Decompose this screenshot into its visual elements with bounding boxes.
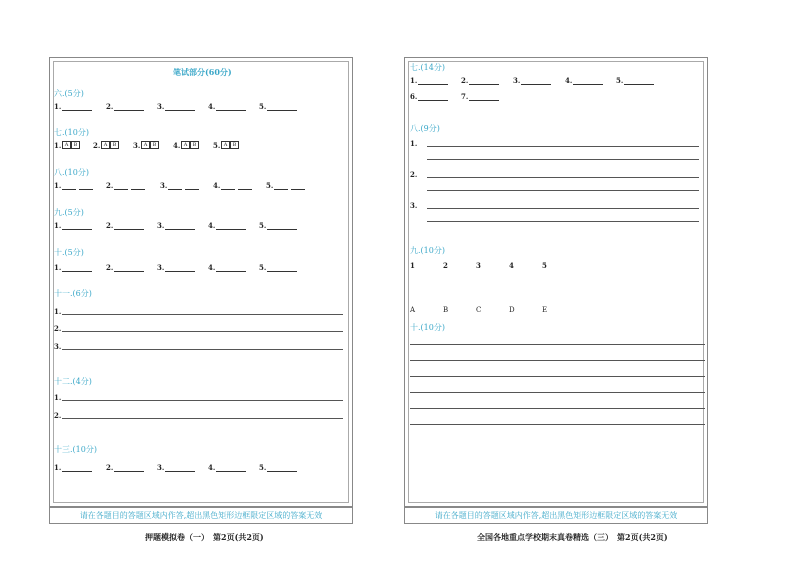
- option-b-box[interactable]: B: [110, 141, 119, 149]
- answer-line[interactable]: [427, 159, 699, 160]
- blank-label: 3.: [157, 102, 165, 111]
- left-answer-sheet: [49, 57, 353, 507]
- answer-blank[interactable]: [267, 110, 297, 111]
- option-a-box[interactable]: A: [141, 141, 150, 149]
- answer-blank[interactable]: [291, 189, 305, 190]
- answer-line[interactable]: [62, 314, 343, 315]
- blank-label: 3.: [160, 181, 168, 190]
- blank-label: 2.: [461, 76, 469, 85]
- answer-blank[interactable]: [469, 100, 499, 101]
- line-label: 2.: [54, 324, 62, 333]
- right-notice-box: [404, 507, 708, 524]
- line-label: 2.: [410, 170, 418, 179]
- blank-label: 4.: [208, 463, 216, 472]
- blank-label: 1.: [54, 221, 62, 230]
- answer-blank[interactable]: [185, 189, 199, 190]
- answer-blank[interactable]: [114, 229, 144, 230]
- blank-label: 1.: [54, 102, 62, 111]
- blank-label: 2.: [106, 221, 114, 230]
- answer-blank[interactable]: [418, 100, 448, 101]
- blank-label: 1.: [54, 463, 62, 472]
- answer-blank[interactable]: [62, 229, 92, 230]
- answer-blank[interactable]: [62, 271, 92, 272]
- answer-blank[interactable]: [221, 189, 235, 190]
- right-section-8-title: 八.(9分): [410, 124, 440, 133]
- blank-label: 2.: [106, 181, 114, 190]
- choice-label: 4.: [173, 141, 181, 150]
- blank-label: 1.: [410, 76, 418, 85]
- answer-line[interactable]: [427, 177, 699, 178]
- right-section-10-title: 十.(10分): [410, 323, 445, 332]
- item-number: 3: [476, 261, 481, 270]
- choice-label: 5.: [213, 141, 221, 150]
- blank-label: 5.: [616, 76, 624, 85]
- left-section-11-title: 十一.(6分): [54, 289, 92, 298]
- choice-label: 3.: [133, 141, 141, 150]
- left-page-caption: 押题模拟卷（一） 第2页(共2页): [145, 532, 264, 542]
- blank-label: 3.: [157, 463, 165, 472]
- item-letter: E: [542, 306, 548, 314]
- answer-blank[interactable]: [469, 84, 499, 85]
- blank-label: 4.: [208, 221, 216, 230]
- answer-line[interactable]: [62, 418, 343, 419]
- item-number: 5: [542, 261, 547, 270]
- writing-line[interactable]: [410, 376, 705, 377]
- option-b-box[interactable]: B: [71, 141, 80, 149]
- option-b-box[interactable]: B: [190, 141, 199, 149]
- answer-line[interactable]: [427, 146, 699, 147]
- writing-line[interactable]: [410, 392, 705, 393]
- answer-blank[interactable]: [418, 84, 448, 85]
- answer-blank[interactable]: [114, 471, 144, 472]
- blank-label: 5.: [266, 181, 274, 190]
- left-section-13-title: 十三.(10分): [54, 445, 97, 454]
- answer-blank[interactable]: [165, 110, 195, 111]
- item-letter: C: [476, 306, 482, 314]
- answer-blank[interactable]: [79, 189, 93, 190]
- blank-label: 3.: [157, 263, 165, 272]
- answer-blank[interactable]: [573, 84, 603, 85]
- writing-line[interactable]: [410, 408, 705, 409]
- option-a-box[interactable]: A: [181, 141, 190, 149]
- left-notice-text: 请在各题目的答题区域内作答,超出黑色矩形边框限定区域的答案无效: [79, 511, 323, 520]
- item-number: 1: [410, 261, 415, 270]
- answer-blank[interactable]: [165, 271, 195, 272]
- blank-label: 7.: [461, 92, 469, 101]
- answer-blank[interactable]: [267, 229, 297, 230]
- right-notice-text: 请在各题目的答题区域内作答,超出黑色矩形边框限定区域的答案无效: [434, 511, 678, 520]
- right-section-9-title: 九.(10分): [410, 246, 445, 255]
- line-label: 1.: [54, 393, 62, 402]
- line-label: 3.: [54, 342, 62, 351]
- item-letter: A: [410, 306, 416, 314]
- item-letter: B: [443, 306, 449, 314]
- answer-blank[interactable]: [216, 229, 246, 230]
- answer-blank[interactable]: [131, 189, 145, 190]
- blank-label: 4.: [208, 263, 216, 272]
- line-label: 2.: [54, 411, 62, 420]
- blank-label: 4.: [213, 181, 221, 190]
- writing-line[interactable]: [410, 360, 705, 361]
- blank-label: 1.: [54, 263, 62, 272]
- answer-blank[interactable]: [62, 110, 92, 111]
- blank-label: 1.: [54, 181, 62, 190]
- line-label: 1.: [410, 139, 418, 148]
- blank-label: 2.: [106, 102, 114, 111]
- left-header-title: 笔试部分(60分): [173, 67, 232, 77]
- option-a-box[interactable]: A: [221, 141, 230, 149]
- line-label: 1.: [54, 307, 62, 316]
- blank-label: 3.: [157, 221, 165, 230]
- option-b-box[interactable]: B: [230, 141, 239, 149]
- left-section-7-title: 七.(10分): [54, 128, 89, 137]
- writing-line[interactable]: [410, 344, 705, 345]
- answer-blank[interactable]: [624, 84, 654, 85]
- writing-line[interactable]: [410, 424, 705, 425]
- answer-blank[interactable]: [216, 271, 246, 272]
- item-number: 4: [509, 261, 514, 270]
- blank-label: 6.: [410, 92, 418, 101]
- right-page-caption: 全国各地重点学校期末真卷精选（三） 第2页(共2页): [477, 532, 668, 542]
- blank-label: 2.: [106, 263, 114, 272]
- answer-line[interactable]: [427, 190, 699, 191]
- answer-blank[interactable]: [216, 110, 246, 111]
- answer-blank[interactable]: [62, 471, 92, 472]
- answer-blank[interactable]: [216, 471, 246, 472]
- answer-blank[interactable]: [114, 110, 144, 111]
- blank-label: 5.: [259, 221, 267, 230]
- right-section-7-title: 七.(14分): [410, 63, 445, 72]
- blank-label: 5.: [259, 102, 267, 111]
- answer-line[interactable]: [62, 400, 343, 401]
- left-section-12-title: 十二.(4分): [54, 377, 92, 386]
- answer-blank[interactable]: [274, 189, 288, 190]
- answer-blank[interactable]: [238, 189, 252, 190]
- left-notice-box: [49, 507, 353, 524]
- left-answer-area: [53, 61, 349, 503]
- answer-blank[interactable]: [114, 189, 128, 190]
- answer-line[interactable]: [62, 349, 343, 350]
- answer-blank[interactable]: [267, 271, 297, 272]
- blank-label: 4.: [565, 76, 573, 85]
- answer-line[interactable]: [427, 208, 699, 209]
- answer-blank[interactable]: [168, 189, 182, 190]
- answer-line[interactable]: [427, 221, 699, 222]
- blank-label: 2.: [106, 463, 114, 472]
- choice-label: 2.: [93, 141, 101, 150]
- answer-blank[interactable]: [62, 189, 76, 190]
- blank-label: 5.: [259, 263, 267, 272]
- blank-label: 5.: [259, 463, 267, 472]
- answer-blank[interactable]: [267, 471, 297, 472]
- answer-blank[interactable]: [165, 229, 195, 230]
- answer-blank[interactable]: [165, 471, 195, 472]
- choice-label: 1.: [54, 141, 62, 150]
- item-number: 2: [443, 261, 448, 270]
- option-a-box[interactable]: A: [62, 141, 71, 149]
- answer-blank[interactable]: [521, 84, 551, 85]
- answer-line[interactable]: [62, 331, 343, 332]
- left-section-6-title: 六.(5分): [54, 89, 84, 98]
- left-section-9-title: 九.(5分): [54, 208, 84, 217]
- right-answer-area: [408, 61, 704, 503]
- left-section-8-title: 八.(10分): [54, 168, 89, 177]
- right-answer-sheet: [404, 57, 708, 507]
- option-b-box[interactable]: B: [150, 141, 159, 149]
- blank-label: 4.: [208, 102, 216, 111]
- blank-label: 3.: [513, 76, 521, 85]
- answer-blank[interactable]: [114, 271, 144, 272]
- left-section-10-title: 十.(5分): [54, 248, 84, 257]
- option-a-box[interactable]: A: [101, 141, 110, 149]
- line-label: 3.: [410, 201, 418, 210]
- item-letter: D: [509, 306, 515, 314]
